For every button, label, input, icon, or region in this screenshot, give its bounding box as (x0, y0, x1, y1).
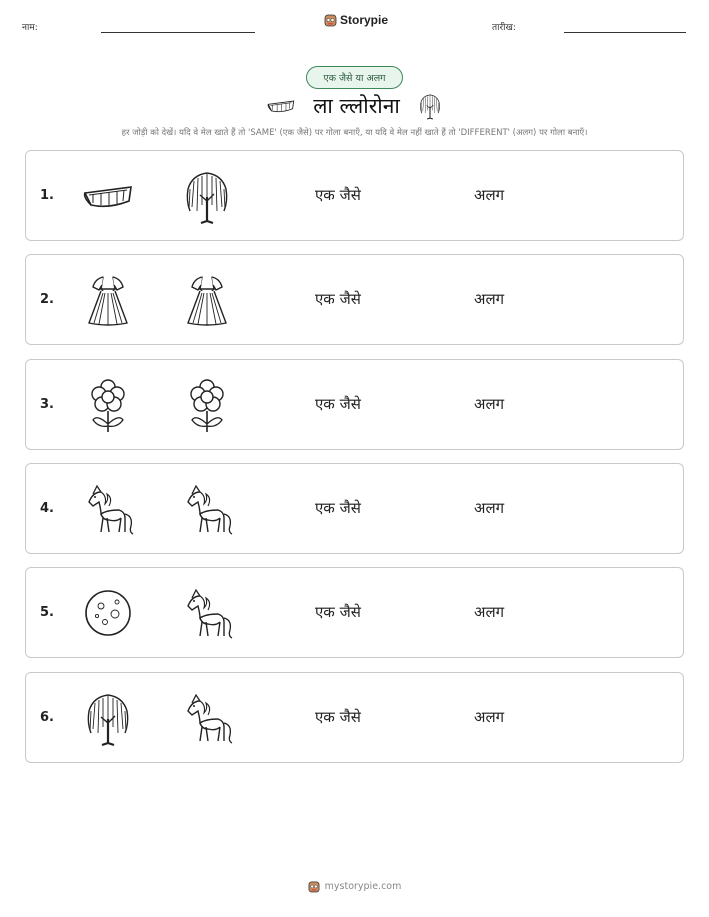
question-row (25, 254, 684, 345)
different-option[interactable]: अलग (474, 186, 505, 204)
same-option[interactable]: एक जैसे (315, 499, 361, 517)
flower-icon (178, 376, 236, 434)
question-number: 1. (40, 188, 54, 203)
dress-icon (79, 271, 137, 329)
willow-tree-icon (416, 92, 444, 120)
different-option[interactable]: अलग (474, 290, 505, 308)
question-number: 6. (40, 710, 54, 725)
willow-tree-icon (178, 167, 236, 225)
same-option[interactable]: एक जैसे (315, 186, 361, 204)
horse-icon (178, 689, 236, 747)
footer (0, 880, 709, 893)
instructions-text: हर जोड़ी को देखें। यदि वे मेल खाते हैं तो 'SAME' (एक जैसे) पर गोला बनाएँ, या यदि वे मेल नहीं खाते हैं तो 'DIFFERENT' (अलग) पर गोला बनाएँ। (121, 128, 588, 138)
moon-icon (79, 584, 137, 642)
footer-url: mystorypie.com (324, 881, 402, 892)
dress-icon (178, 271, 236, 329)
date-label: तारीख: (492, 23, 516, 33)
question-number: 3. (40, 397, 54, 412)
different-option[interactable]: अलग (474, 708, 505, 726)
question-row (25, 359, 684, 450)
question-row (25, 463, 684, 554)
different-option[interactable]: अलग (474, 395, 505, 413)
flower-icon (79, 376, 137, 434)
boat-icon (79, 167, 137, 225)
same-option[interactable]: एक जैसे (315, 395, 361, 413)
worksheet-type-badge: एक जैसे या अलग (306, 66, 403, 89)
storypie-mascot-icon (324, 13, 337, 27)
boat-icon (265, 90, 297, 122)
name-field[interactable] (101, 32, 255, 33)
question-number: 2. (40, 292, 54, 307)
brand-logo (324, 13, 388, 27)
same-option[interactable]: एक जैसे (315, 603, 361, 621)
different-option[interactable]: अलग (474, 499, 505, 517)
date-field[interactable] (564, 32, 686, 33)
question-row (25, 672, 684, 763)
horse-icon (79, 480, 137, 538)
storypie-mascot-icon (308, 880, 320, 893)
same-option[interactable]: एक जैसे (315, 708, 361, 726)
question-row (25, 150, 684, 241)
question-row (25, 567, 684, 658)
willow-tree-icon (79, 689, 137, 747)
horse-icon (178, 584, 236, 642)
worksheet-header (0, 0, 709, 40)
horse-icon (178, 480, 236, 538)
question-number: 5. (40, 605, 54, 620)
name-label: नाम: (22, 23, 38, 33)
same-option[interactable]: एक जैसे (315, 290, 361, 308)
title-row (0, 91, 709, 121)
different-option[interactable]: अलग (474, 603, 505, 621)
brand-name: Storypie (340, 13, 389, 27)
page-title: ला ल्लोरोना (313, 94, 400, 118)
question-number: 4. (40, 501, 54, 516)
